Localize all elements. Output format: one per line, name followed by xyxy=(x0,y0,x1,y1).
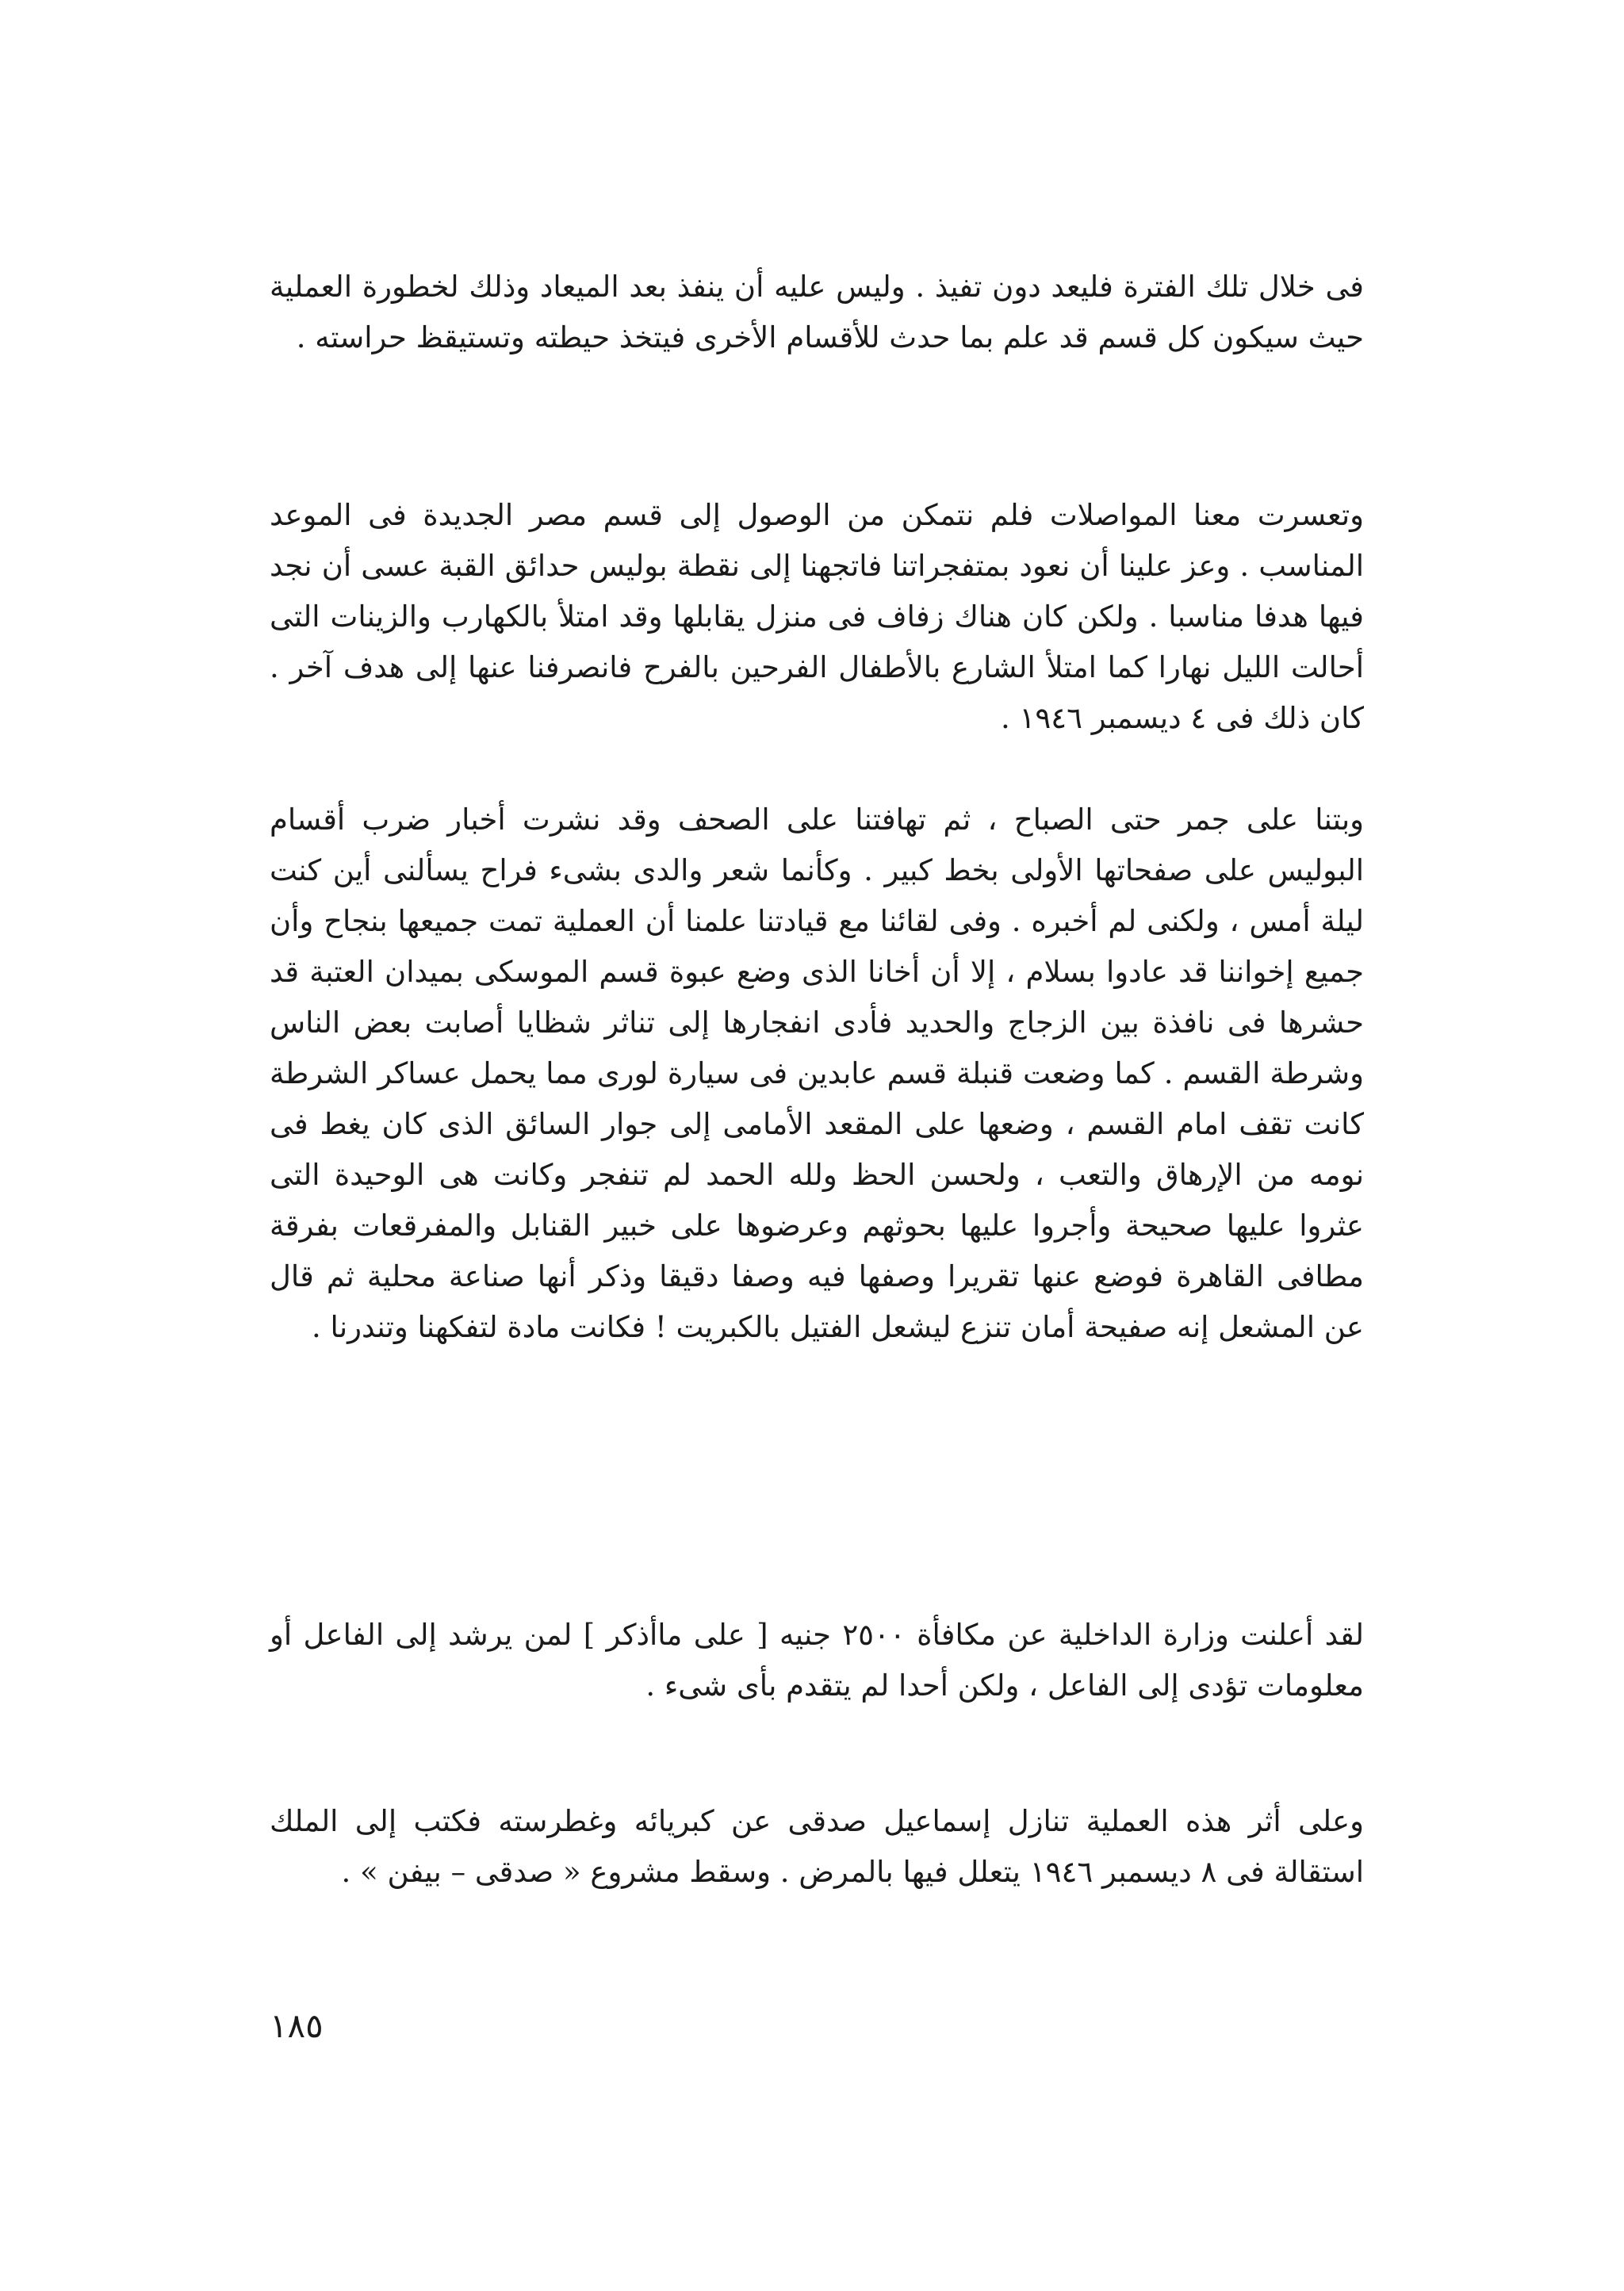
page-number: ١٨٥ xyxy=(270,2006,324,2045)
paragraph: لقد أعلنت وزارة الداخلية عن مكافأة ٢٥٠٠ جنيه [ على ماأذكر ] لمن يرشد إلى الفاعل أو معلومات تؤدى إلى الفاعل ، ولكن أحدا لم يتقدم بأى شىء . xyxy=(270,1618,1365,1703)
paragraph: وعلى أثر هذه العملية تنازل إسماعيل صدقى عن كبريائه وغطرسته فكتب إلى الملك استقالة فى ٨ ديسمبر ١٩٤٦ يتعلل فيها بالمرض . وسقط مشروع « صدقى – بيفن » . xyxy=(270,1804,1364,1889)
paragraph: وبتنا على جمر حتى الصباح ، ثم تهافتنا على الصحف وقد نشرت أخبار ضرب أقسام البوليس على صفحاتها الأولى بخط كبير . وكأنما شعر والدى بشىء فراح يسألنى أين كنت ليلة أمس ، ولكنى لم أخبره . وفى لقائنا مع قيادتنا علمنا أن العملية تمت جميعها بنجاح وأن جميع إخواننا قد عادوا بسلام ، إلا أن أخانا الذى وضع عبوة قسم الموسكى بميدان العتبة قد حشرها فى نافذة بين الزجاج والحديد فأدى انفجارها إلى تناثر شظايا أصابت بعض الناس وشرطة القسم . كما وضعت قنبلة قسم عابدين فى سيارة لورى مما يحمل عساكر الشرطة كانت تقف امام القسم ، وضعها على المقعد الأمامى إلى جوار السائق الذى كان يغط فى نومه من الإرهاق والتعب ، ولحسن الحظ ولله الحمد لم تنفجر وكانت هى الوحيدة التى عثروا عليها صحيحة وأجروا عليها بحوثهم وعرضوها على خبير القنابل والمفرقعات بفرقة مطافى القاهرة فوضع عنها تقريرا وصفها فيه وصفا دقيقا وذكر أنها صناعة محلية ثم قال عن المشعل إنه صفيحة أمان تنزع ليشعل الفتيل بالكبريت ! فكانت مادة لتفكهنا وتندرنا . xyxy=(270,803,1364,1344)
paragraph: وتعسرت معنا المواصلات فلم نتمكن من الوصول إلى قسم مصر الجديدة فى الموعد المناسب . وعز علينا أن نعود بمتفجراتنا فاتجهنا إلى نقطة بوليس حدائق القبة عسى أن نجد فيها هدفا مناسبا . ولكن كان هناك زفاف فى منزل يقابلها وقد امتلأ بالكهارب والزينات التى أحالت الليل نهارا كما امتلأ الشارع بالأطفال الفرحين بالفرح فانصرفنا عنها إلى هدف آخر . كان ذلك فى ٤ ديسمبر ١٩٤٦ . xyxy=(270,498,1364,735)
paragraph: فى خلال تلك الفترة فليعد دون تفيذ . وليس عليه أن ينفذ بعد الميعاد وذلك لخطورة العملية حيث سيكون كل قسم قد علم بما حدث للأقسام الأخرى فيتخذ حيطته وتستيقظ حراسته . xyxy=(270,270,1364,354)
